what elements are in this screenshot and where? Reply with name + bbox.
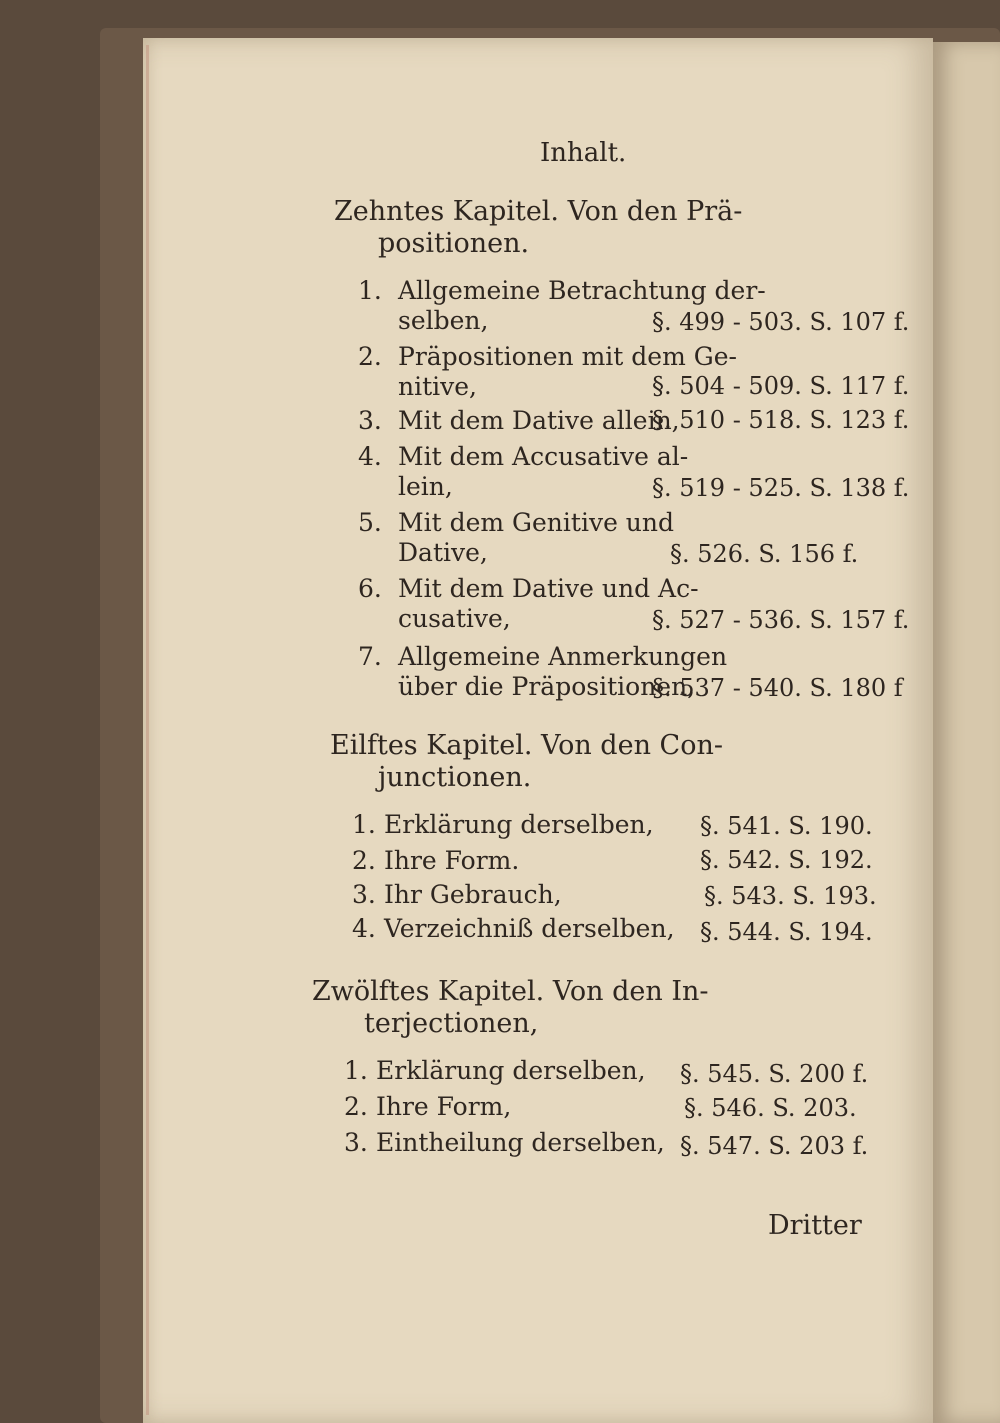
entry-reference: §. 545. S. 200 f. bbox=[680, 1060, 869, 1088]
chapter-heading: Zwölftes Kapitel. Von den In- bbox=[312, 976, 709, 1007]
facing-page-edge bbox=[933, 42, 1000, 1423]
entry-reference: §. 510 - 518. S. 123 f. bbox=[652, 406, 910, 434]
entry-title-cont: über die Präpositionen, bbox=[398, 672, 696, 701]
chapter-heading: Zehntes Kapitel. Von den Prä- bbox=[334, 196, 743, 227]
entry-reference: §. 546. S. 203. bbox=[684, 1094, 857, 1122]
entry-title-cont: cusative, bbox=[398, 604, 511, 633]
chapter-heading: Eilftes Kapitel. Von den Con- bbox=[330, 730, 723, 761]
entry-title: Allgemeine Betrachtung der- bbox=[398, 276, 766, 305]
entry-reference: §. 519 - 525. S. 138 f. bbox=[652, 474, 910, 502]
entry-reference: §. 537 - 540. S. 180 f bbox=[652, 674, 903, 702]
entry-number: 6. bbox=[358, 574, 382, 603]
entry-title: Erklärung derselben, bbox=[376, 1056, 646, 1085]
entry-number: 7. bbox=[358, 642, 382, 671]
entry-title: Mit dem Accusative al- bbox=[398, 442, 689, 471]
entry-title: Präpositionen mit dem Ge- bbox=[398, 342, 737, 371]
entry-title: Mit dem Genitive und bbox=[398, 508, 675, 537]
entry-number: 2. bbox=[358, 342, 382, 371]
entry-number: 4. bbox=[358, 442, 382, 471]
entry-title: Ihre Form. bbox=[384, 846, 520, 875]
entry-number: 1. bbox=[344, 1056, 368, 1085]
entry-title-cont: nitive, bbox=[398, 372, 478, 401]
entry-reference: §. 544. S. 194. bbox=[700, 918, 873, 946]
entry-reference: §. 547. S. 203 f. bbox=[680, 1132, 869, 1160]
running-head: Inhalt. bbox=[540, 138, 627, 168]
chapter-heading-cont: positionen. bbox=[378, 228, 530, 259]
entry-reference: §. 543. S. 193. bbox=[704, 882, 877, 910]
entry-number: 5. bbox=[358, 508, 382, 537]
entry-title: Ihre Form, bbox=[376, 1092, 512, 1121]
chapter-heading-cont: terjectionen, bbox=[364, 1008, 539, 1039]
entry-number: 1. bbox=[358, 276, 382, 305]
chapter-heading-cont: junctionen. bbox=[378, 762, 532, 793]
entry-title: Mit dem Dative und Ac- bbox=[398, 574, 699, 603]
entry-number: 2. bbox=[352, 846, 376, 875]
entry-number: 3. bbox=[352, 880, 376, 909]
entry-reference: §. 527 - 536. S. 157 f. bbox=[652, 606, 910, 634]
entry-title: Allgemeine Anmerkungen bbox=[398, 642, 728, 671]
entry-number: 3. bbox=[358, 406, 382, 435]
entry-number: 3. bbox=[344, 1128, 368, 1157]
entry-reference: §. 542. S. 192. bbox=[700, 846, 873, 874]
entry-title: Erklärung derselben, bbox=[384, 810, 654, 839]
entry-title: Ihr Gebrauch, bbox=[384, 880, 562, 909]
entry-title: Verzeichniß derselben, bbox=[384, 914, 675, 943]
entry-reference: §. 526. S. 156 f. bbox=[670, 540, 859, 568]
entry-title-cont: lein, bbox=[398, 472, 453, 501]
entry-number: 4. bbox=[352, 914, 376, 943]
red-page-edge bbox=[146, 45, 149, 1415]
entry-reference: §. 499 - 503. S. 107 f. bbox=[652, 308, 910, 336]
entry-reference: §. 541. S. 190. bbox=[700, 812, 873, 840]
entry-number: 2. bbox=[344, 1092, 368, 1121]
entry-title-cont: Dative, bbox=[398, 538, 488, 567]
entry-title-cont: selben, bbox=[398, 306, 489, 335]
entry-title: Eintheilung derselben, bbox=[376, 1128, 665, 1157]
entry-number: 1. bbox=[352, 810, 376, 839]
catchword: Dritter bbox=[768, 1210, 862, 1241]
entry-reference: §. 504 - 509. S. 117 f. bbox=[652, 372, 910, 400]
entry-title: Mit dem Dative allein, bbox=[398, 406, 680, 435]
